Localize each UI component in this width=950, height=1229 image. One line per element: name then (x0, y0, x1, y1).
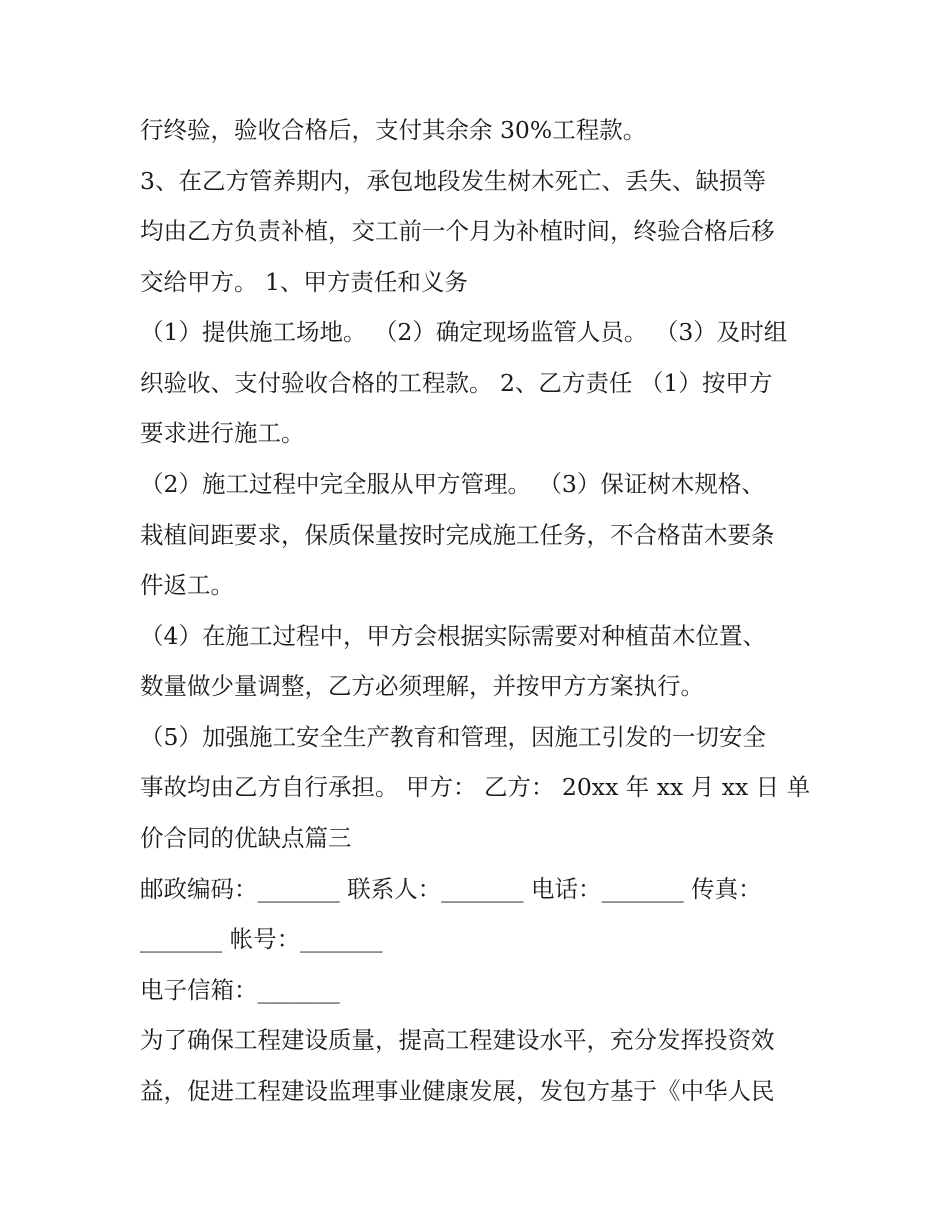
text-line-10: 件返工。 (140, 571, 234, 599)
text-line-16: 邮政编码：_______ 联系人：_______ 电话：_______ 传真： (140, 875, 762, 903)
text-line-9: 栽植间距要求，保质保量按时完成施工任务，不合格苗木要条 (140, 521, 775, 549)
text-line-3: 均由乙方负责补植，交工前一个月为补植时间，终验合格后移 (140, 217, 775, 245)
text-line-7: 要求进行施工。 (140, 419, 305, 447)
text-line-11: （4）在施工过程中，甲方会根据实际需要对种植苗木位置、 (140, 622, 766, 650)
text-line-15: 价合同的优缺点篇三 (140, 824, 352, 852)
text-line-2: 3、在乙方管养期内，承包地段发生树木死亡、丢失、缺损等 (140, 167, 766, 195)
text-line-4: 交给甲方。 1、甲方责任和义务 (140, 268, 468, 296)
text-line-19: 为了确保工程建设质量，提高工程建设水平，充分发挥投资效 (140, 1026, 775, 1054)
text-line-6: 织验收、支付验收合格的工程款。 2、乙方责任 （1）按甲方 (140, 369, 773, 397)
text-line-13: （5）加强施工安全生产教育和管理，因施工引发的一切安全 (140, 723, 766, 751)
text-line-20: 益，促进工程建设监理事业健康发展，发包方基于《中华人民 (140, 1077, 775, 1105)
text-line-18: 电子信箱：_______ (140, 976, 340, 1004)
text-line-17: _______ 帐号：_______ (140, 925, 383, 953)
text-line-12: 数量做少量调整，乙方必须理解，并按甲方方案执行。 (140, 672, 704, 700)
text-line-5: （1）提供施工场地。 （2）确定现场监管人员。 （3）及时组 (140, 318, 788, 346)
text-line-1: 行终验，验收合格后，支付其余余 30%工程款。 (140, 116, 647, 144)
text-line-14: 事故均由乙方自行承担。 甲方： 乙方： 20xx 年 xx 月 xx 日 单 (140, 773, 811, 801)
text-line-8: （2）施工过程中完全服从甲方管理。 （3）保证树木规格、 (140, 470, 765, 498)
